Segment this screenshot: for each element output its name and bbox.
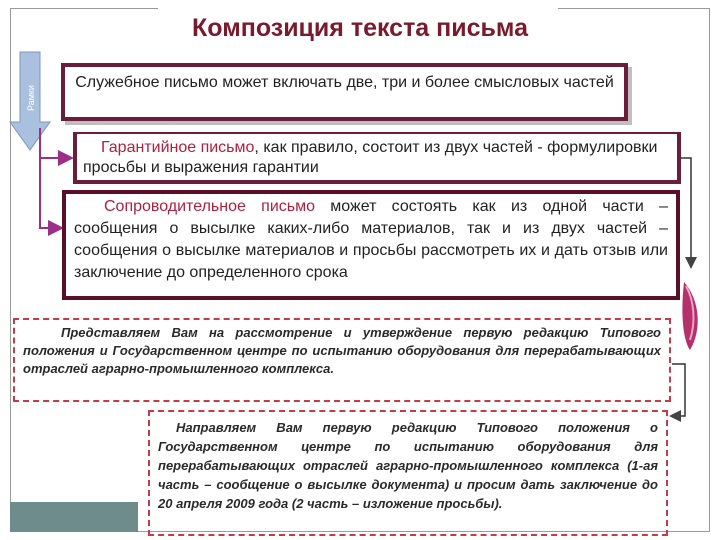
example-one-text: Представляем Вам на рассмотрение и утверждение первую редакцию Типового положения и Государственном центре по испытанию оборудования для перерабатывающих отраслей аграрно-промышленного комплекса. <box>23 325 661 376</box>
guarantee-letter-text: , как правило, состоит из двух частей - формулировки просьбы и выражения гарантии <box>83 139 658 176</box>
side-label: Рамки <box>26 85 36 111</box>
guarantee-letter-term: Гарантийное письмо <box>101 139 255 156</box>
intro-box: Служебное письмо может включать две, три и более смысловых частей <box>61 63 628 121</box>
example-two-text: Направляем Вам первую редакцию Типового положения о Государственном центре по испытанию оборудования для перерабатывающих отраслей аграрно-промышленного комплекса (1-ая часть – сообщение о высылке документа) и просим дать заключение до 20 апреля 2009 года (2 часть – изложение просьбы). <box>158 420 658 511</box>
guarantee-letter-box <box>73 132 681 184</box>
example-one <box>13 318 671 402</box>
cover-letter-box <box>62 190 680 300</box>
cover-letter-text: может состоять как из одной части – сообщения о высылке каких-либо материалов, так и из двух частей – сообщения о высылке материалов и просьбы рассмотреть их и дать отзыв или заключение до определенного срока <box>74 198 669 281</box>
slide-title: Композиция текста письма <box>192 14 528 42</box>
example-two <box>148 410 668 536</box>
cover-letter-term: Сопроводительное письмо <box>104 198 315 215</box>
